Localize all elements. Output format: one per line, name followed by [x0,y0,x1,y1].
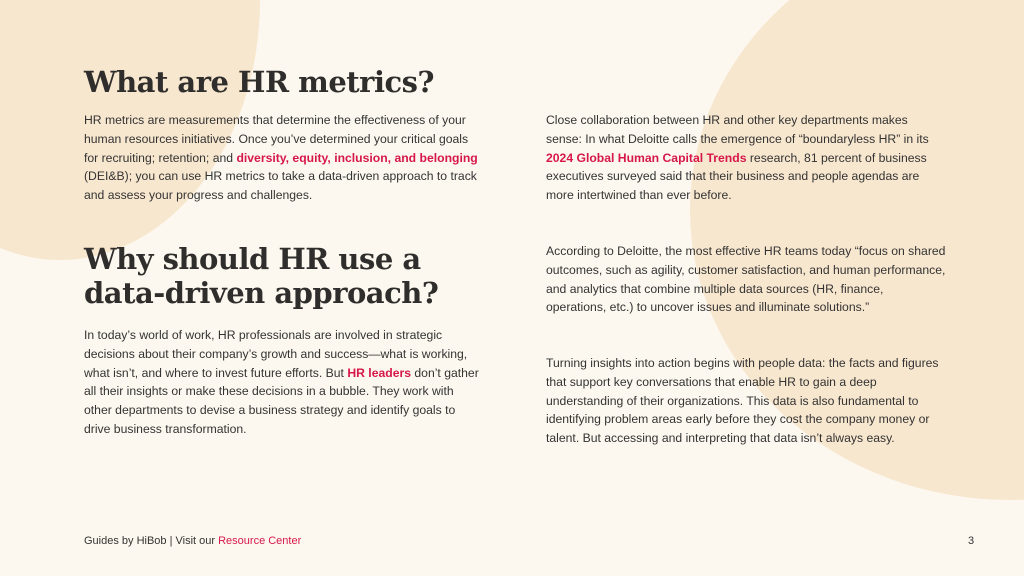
link-resource-center[interactable]: Resource Center [218,535,302,547]
paragraph-text: (DEI&B); you can use HR metrics to take a data-driven approach to track and assess your progress and challenges. [84,169,477,203]
paragraph-deloitte-quote: According to Deloitte, the most effective HR teams today “focus on shared outcomes, such as agility, customer satisfaction, and human performance, and analytics that combine multiple data sources (HR, finance, operations, etc.) to uncover issues and illuminate solutions.” [546,244,946,315]
paragraph-world-of-work [84,326,484,439]
heading-why-data-driven: Why should HR use a data-driven approach? [84,242,439,310]
link-hr-leaders[interactable]: HR leaders [347,365,411,380]
link-human-capital-trends[interactable]: 2024 Global Human Capital Trends [546,150,747,165]
paragraph-text: In today’s world of work, HR professionals are involved in strategic decisions about their company’s growth and success—what is working, what isn’t, and where to invest future efforts. But [84,328,468,380]
paragraph-text: HR metrics are measurements that determine the effectiveness of your human resources initiatives. Once you’ve determined your critical goals for recruiting; retention; and [84,113,469,165]
page-number: 3 [968,535,975,547]
heading-what-are-hr-metrics: What are HR metrics? [84,65,434,99]
paragraph-hr-metrics-definition [84,111,484,205]
paragraph-text: don’t gather all their insights or make these decisions in a bubble. They work with other departments to devise a business strategy and identify goals to drive business transformation. [84,365,479,436]
footer-text: Guides by HiBob | Visit our [84,535,219,547]
paragraph-people-data: Turning insights into action begins with people data: the facts and figures that support key conversations that enable HR to gain a deep understanding of their organizations. This data is also fundamental to identifying problem areas early before they cost the company money or talent. But accessing and interpreting that data isn’t always easy. [546,356,939,446]
footer [84,535,301,547]
paragraph-text: Close collaboration between HR and other key departments makes sense: In what Deloitte calls the emergence of “boundaryless HR” in its [546,113,929,146]
link-dei-b[interactable]: diversity, equity, inclusion, and belonging [236,150,478,165]
paragraph-text: research, 81 percent of business executives surveyed said that their business and people agendas are more intertwined than ever before. [546,150,927,203]
paragraph-collaboration [546,111,946,205]
